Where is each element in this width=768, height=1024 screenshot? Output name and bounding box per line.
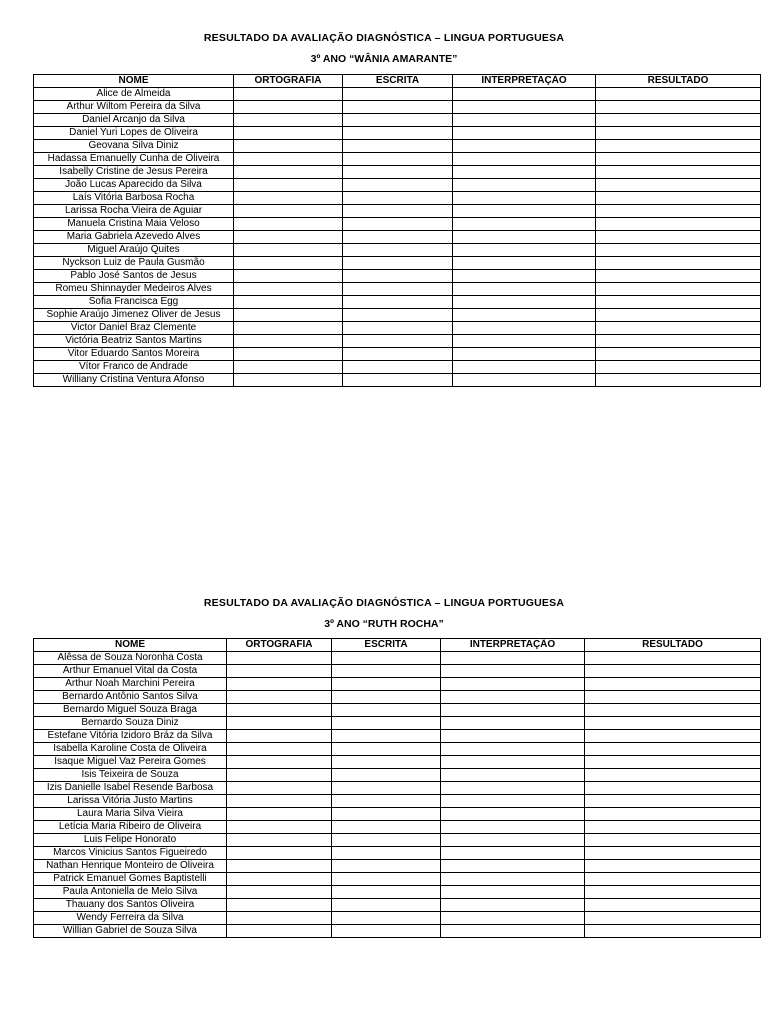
table-row (34, 730, 761, 743)
ortografia-cell (227, 886, 332, 899)
interpretacao-cell (441, 821, 585, 834)
interpretacao-cell (453, 257, 596, 270)
resultado-cell (585, 899, 761, 912)
student-name-cell: Sofia Francisca Egg (34, 296, 234, 309)
interpretacao-cell (453, 140, 596, 153)
escrita-cell (343, 335, 453, 348)
resultado-cell (596, 296, 761, 309)
student-name-cell: Manuela Cristina Maia Veloso (34, 218, 234, 231)
resultado-cell (596, 153, 761, 166)
table-row (34, 166, 761, 179)
interpretacao-cell (453, 361, 596, 374)
escrita-cell (332, 847, 441, 860)
interpretacao-cell (453, 231, 596, 244)
resultado-cell (596, 88, 761, 101)
table-row (34, 756, 761, 769)
resultado-cell (585, 886, 761, 899)
escrita-cell (332, 860, 441, 873)
ortografia-cell (234, 361, 343, 374)
resultado-cell (585, 756, 761, 769)
interpretacao-cell (453, 205, 596, 218)
section-title: RESULTADO DA AVALIAÇÃO DIAGNÓSTICA – LINGUA PORTUGUESA (203, 597, 565, 609)
ortografia-cell (227, 756, 332, 769)
table-row (34, 808, 761, 821)
resultado-cell (596, 322, 761, 335)
escrita-cell (343, 348, 453, 361)
escrita-cell (343, 140, 453, 153)
resultado-cell (585, 808, 761, 821)
resultado-cell (585, 691, 761, 704)
resultado-cell (585, 717, 761, 730)
ortografia-cell (227, 821, 332, 834)
table-row (34, 205, 761, 218)
interpretacao-cell (453, 114, 596, 127)
resultado-cell (596, 140, 761, 153)
table-row (34, 652, 761, 665)
table-row (34, 270, 761, 283)
ortografia-cell (234, 270, 343, 283)
interpretacao-cell (453, 335, 596, 348)
ortografia-cell (234, 322, 343, 335)
resultado-cell (596, 348, 761, 361)
student-name-cell: Vitor Eduardo Santos Moreira (34, 348, 234, 361)
interpretacao-cell (453, 179, 596, 192)
ortografia-cell (227, 652, 332, 665)
student-name-cell: Arthur Noah Marchini Pereira (34, 678, 227, 691)
escrita-cell (332, 821, 441, 834)
student-name-cell: Letícia Maria Ribeiro de Oliveira (34, 821, 227, 834)
student-name-cell: Victor Daniel Braz Clemente (34, 322, 234, 335)
interpretacao-cell (441, 782, 585, 795)
student-name-cell: Isabelly Cristine de Jesus Pereira (34, 166, 234, 179)
escrita-cell (343, 361, 453, 374)
ortografia-cell (234, 296, 343, 309)
table-row (34, 899, 761, 912)
student-name-cell: Paula Antoniella de Melo Silva (34, 886, 227, 899)
escrita-cell (343, 166, 453, 179)
section-subtitle: 3º ANO “WÂNIA AMARANTE” (310, 53, 458, 65)
table-row (34, 218, 761, 231)
ortografia-cell (234, 140, 343, 153)
resultado-cell (585, 847, 761, 860)
results-table-wania-amarante (33, 74, 761, 387)
interpretacao-cell (453, 296, 596, 309)
escrita-cell (332, 834, 441, 847)
student-name-cell: Victória Beatriz Santos Martins (34, 335, 234, 348)
escrita-cell (343, 127, 453, 140)
interpretacao-cell (453, 101, 596, 114)
table-row (34, 691, 761, 704)
table-row (34, 704, 761, 717)
interpretacao-cell (441, 756, 585, 769)
table-row (34, 782, 761, 795)
student-name-cell: Pablo José Santos de Jesus (34, 270, 234, 283)
escrita-cell (343, 283, 453, 296)
resultado-cell (596, 114, 761, 127)
student-name-cell: Laís Vitória Barbosa Rocha (34, 192, 234, 205)
student-name-cell: Daniel Yuri Lopes de Oliveira (34, 127, 234, 140)
interpretacao-cell (453, 218, 596, 231)
table-row (34, 231, 761, 244)
escrita-cell (332, 925, 441, 938)
interpretacao-cell (453, 127, 596, 140)
resultado-cell (596, 283, 761, 296)
interpretacao-cell (441, 886, 585, 899)
interpretacao-cell (453, 283, 596, 296)
header-resultado: RESULTADO (585, 639, 761, 652)
ortografia-cell (227, 678, 332, 691)
table-row (34, 873, 761, 886)
table-row (34, 192, 761, 205)
student-name-cell: Izis Danielle Isabel Resende Barbosa (34, 782, 227, 795)
table-row (34, 821, 761, 834)
interpretacao-cell (453, 88, 596, 101)
ortografia-cell (227, 795, 332, 808)
student-name-cell: Isabella Karoline Costa de Oliveira (34, 743, 227, 756)
resultado-cell (585, 730, 761, 743)
escrita-cell (343, 114, 453, 127)
table-row (34, 114, 761, 127)
interpretacao-cell (441, 678, 585, 691)
student-name-cell: Maria Gabriela Azevedo Alves (34, 231, 234, 244)
header-ortografia: ORTOGRAFIA (234, 75, 343, 88)
ortografia-cell (234, 309, 343, 322)
ortografia-cell (227, 834, 332, 847)
resultado-cell (585, 743, 761, 756)
ortografia-cell (227, 860, 332, 873)
interpretacao-cell (453, 348, 596, 361)
interpretacao-cell (441, 665, 585, 678)
resultado-cell (585, 925, 761, 938)
table-row (34, 860, 761, 873)
interpretacao-cell (441, 899, 585, 912)
interpretacao-cell (441, 704, 585, 717)
resultado-cell (585, 912, 761, 925)
table-row (34, 88, 761, 101)
interpretacao-cell (453, 244, 596, 257)
escrita-cell (343, 179, 453, 192)
student-name-cell: Isaque Miguel Vaz Pereira Gomes (34, 756, 227, 769)
table-row (34, 101, 761, 114)
escrita-cell (343, 231, 453, 244)
header-nome: NOME (34, 75, 234, 88)
resultado-cell (585, 834, 761, 847)
table-row (34, 179, 761, 192)
student-name-cell: Patrick Emanuel Gomes Baptistelli (34, 873, 227, 886)
interpretacao-cell (441, 925, 585, 938)
table-row (34, 244, 761, 257)
ortografia-cell (227, 743, 332, 756)
ortografia-cell (227, 912, 332, 925)
resultado-cell (585, 665, 761, 678)
resultado-cell (585, 821, 761, 834)
student-name-cell: Arthur Wiltom Pereira da Silva (34, 101, 234, 114)
ortografia-cell (234, 101, 343, 114)
student-name-cell: Daniel Arcanjo da Silva (34, 114, 234, 127)
resultado-cell (596, 335, 761, 348)
resultado-cell (596, 244, 761, 257)
table-row (34, 717, 761, 730)
ortografia-cell (227, 665, 332, 678)
student-name-cell: Marcos Vinicius Santos Figueiredo (34, 847, 227, 860)
student-name-cell: Hadassa Emanuelly Cunha de Oliveira (34, 153, 234, 166)
escrita-cell (332, 730, 441, 743)
student-name-cell: Laura Maria Silva Vieira (34, 808, 227, 821)
resultado-cell (585, 704, 761, 717)
student-name-cell: Nathan Henrique Monteiro de Oliveira (34, 860, 227, 873)
student-name-cell: Romeu Shinnayder Medeiros Alves (34, 283, 234, 296)
student-name-cell: Thauany dos Santos Oliveira (34, 899, 227, 912)
interpretacao-cell (453, 309, 596, 322)
escrita-cell (332, 717, 441, 730)
table-row (34, 322, 761, 335)
resultado-cell (585, 873, 761, 886)
ortografia-cell (234, 88, 343, 101)
escrita-cell (332, 704, 441, 717)
ortografia-cell (227, 808, 332, 821)
interpretacao-cell (441, 873, 585, 886)
table-row (34, 257, 761, 270)
interpretacao-cell (441, 847, 585, 860)
student-name-cell: Larissa Vitória Justo Martins (34, 795, 227, 808)
escrita-cell (343, 257, 453, 270)
escrita-cell (332, 912, 441, 925)
table-header-row (34, 639, 761, 652)
student-name-cell: Wendy Ferreira da Silva (34, 912, 227, 925)
resultado-cell (596, 127, 761, 140)
ortografia-cell (227, 782, 332, 795)
table-row (34, 847, 761, 860)
ortografia-cell (227, 730, 332, 743)
interpretacao-cell (441, 730, 585, 743)
escrita-cell (332, 899, 441, 912)
student-name-cell: Isis Teixeira de Souza (34, 769, 227, 782)
header-resultado: RESULTADO (596, 75, 761, 88)
resultado-cell (596, 270, 761, 283)
ortografia-cell (227, 873, 332, 886)
table-row (34, 127, 761, 140)
table-row (34, 912, 761, 925)
ortografia-cell (234, 374, 343, 387)
student-name-cell: Bernardo Souza Diniz (34, 717, 227, 730)
resultado-cell (585, 860, 761, 873)
escrita-cell (332, 795, 441, 808)
escrita-cell (343, 101, 453, 114)
interpretacao-cell (453, 166, 596, 179)
escrita-cell (332, 886, 441, 899)
interpretacao-cell (453, 153, 596, 166)
ortografia-cell (227, 704, 332, 717)
ortografia-cell (234, 192, 343, 205)
table-row (34, 309, 761, 322)
table-row (34, 335, 761, 348)
table-row (34, 925, 761, 938)
resultado-cell (596, 309, 761, 322)
escrita-cell (343, 296, 453, 309)
ortografia-cell (234, 257, 343, 270)
resultado-cell (596, 101, 761, 114)
student-name-cell: Larissa Rocha Vieira de Aguiar (34, 205, 234, 218)
student-name-cell: Alice de Almeida (34, 88, 234, 101)
table-row (34, 795, 761, 808)
header-ortografia: ORTOGRAFIA (227, 639, 332, 652)
escrita-cell (343, 205, 453, 218)
resultado-cell (596, 179, 761, 192)
escrita-cell (332, 691, 441, 704)
resultado-cell (585, 769, 761, 782)
escrita-cell (332, 756, 441, 769)
student-name-cell: Bernardo Antônio Santos Silva (34, 691, 227, 704)
student-name-cell: Alêssa de Souza Noronha Costa (34, 652, 227, 665)
resultado-cell (585, 652, 761, 665)
student-name-cell: Sophie Araújo Jimenez Oliver de Jesus (34, 309, 234, 322)
header-interpretacao: INTERPRETAÇÃO (453, 75, 596, 88)
table-row (34, 769, 761, 782)
ortografia-cell (227, 691, 332, 704)
resultado-cell (596, 257, 761, 270)
student-name-cell: Miguel Araújo Quites (34, 244, 234, 257)
escrita-cell (343, 374, 453, 387)
header-escrita: ESCRITA (332, 639, 441, 652)
header-nome: NOME (34, 639, 227, 652)
interpretacao-cell (441, 912, 585, 925)
ortografia-cell (234, 231, 343, 244)
escrita-cell (332, 873, 441, 886)
escrita-cell (332, 782, 441, 795)
ortografia-cell (234, 283, 343, 296)
ortografia-cell (234, 348, 343, 361)
student-name-cell: Nyckson Luiz de Paula Gusmão (34, 257, 234, 270)
ortografia-cell (227, 769, 332, 782)
section-subtitle: 3º ANO “RUTH ROCHA” (324, 618, 444, 630)
student-name-cell: Vítor Franco de Andrade (34, 361, 234, 374)
ortografia-cell (227, 717, 332, 730)
table-row (34, 886, 761, 899)
ortografia-cell (234, 335, 343, 348)
interpretacao-cell (441, 795, 585, 808)
resultado-cell (596, 374, 761, 387)
table-row (34, 834, 761, 847)
header-escrita: ESCRITA (343, 75, 453, 88)
resultado-cell (585, 795, 761, 808)
resultado-cell (596, 192, 761, 205)
resultado-cell (585, 678, 761, 691)
results-table-ruth-rocha (33, 638, 761, 938)
interpretacao-cell (453, 192, 596, 205)
resultado-cell (596, 231, 761, 244)
interpretacao-cell (441, 834, 585, 847)
escrita-cell (343, 88, 453, 101)
table-row (34, 153, 761, 166)
student-name-cell: Arthur Emanuel Vital da Costa (34, 665, 227, 678)
interpretacao-cell (441, 743, 585, 756)
header-interpretacao: INTERPRETAÇÃO (441, 639, 585, 652)
ortografia-cell (227, 899, 332, 912)
ortografia-cell (227, 847, 332, 860)
escrita-cell (332, 652, 441, 665)
escrita-cell (343, 218, 453, 231)
interpretacao-cell (441, 717, 585, 730)
ortografia-cell (234, 114, 343, 127)
escrita-cell (343, 270, 453, 283)
escrita-cell (332, 808, 441, 821)
escrita-cell (343, 322, 453, 335)
interpretacao-cell (453, 322, 596, 335)
ortografia-cell (234, 166, 343, 179)
interpretacao-cell (441, 860, 585, 873)
table-row (34, 283, 761, 296)
resultado-cell (596, 205, 761, 218)
ortografia-cell (234, 244, 343, 257)
table-row (34, 140, 761, 153)
interpretacao-cell (453, 374, 596, 387)
table-row (34, 348, 761, 361)
student-name-cell: Williany Cristina Ventura Afonso (34, 374, 234, 387)
table-row (34, 296, 761, 309)
resultado-cell (596, 218, 761, 231)
ortografia-cell (234, 179, 343, 192)
escrita-cell (343, 309, 453, 322)
table-header-row (34, 75, 761, 88)
table-row (34, 374, 761, 387)
ortografia-cell (227, 925, 332, 938)
resultado-cell (596, 166, 761, 179)
student-name-cell: Estefane Vitória Izidoro Bráz da Silva (34, 730, 227, 743)
table-row (34, 678, 761, 691)
escrita-cell (332, 678, 441, 691)
escrita-cell (332, 665, 441, 678)
interpretacao-cell (441, 652, 585, 665)
ortografia-cell (234, 153, 343, 166)
interpretacao-cell (441, 808, 585, 821)
interpretacao-cell (453, 270, 596, 283)
resultado-cell (596, 361, 761, 374)
interpretacao-cell (441, 691, 585, 704)
escrita-cell (343, 192, 453, 205)
table-row (34, 665, 761, 678)
escrita-cell (332, 743, 441, 756)
resultado-cell (585, 782, 761, 795)
student-name-cell: Willian Gabriel de Souza Silva (34, 925, 227, 938)
table-row (34, 361, 761, 374)
student-name-cell: Bernardo Miguel Souza Braga (34, 704, 227, 717)
ortografia-cell (234, 218, 343, 231)
ortografia-cell (234, 205, 343, 218)
student-name-cell: João Lucas Aparecido da Silva (34, 179, 234, 192)
student-name-cell: Luis Felipe Honorato (34, 834, 227, 847)
student-name-cell: Geovana Silva Diniz (34, 140, 234, 153)
ortografia-cell (234, 127, 343, 140)
section-title: RESULTADO DA AVALIAÇÃO DIAGNÓSTICA – LINGUA PORTUGUESA (203, 32, 565, 44)
table-row (34, 743, 761, 756)
escrita-cell (343, 244, 453, 257)
escrita-cell (343, 153, 453, 166)
interpretacao-cell (441, 769, 585, 782)
escrita-cell (332, 769, 441, 782)
